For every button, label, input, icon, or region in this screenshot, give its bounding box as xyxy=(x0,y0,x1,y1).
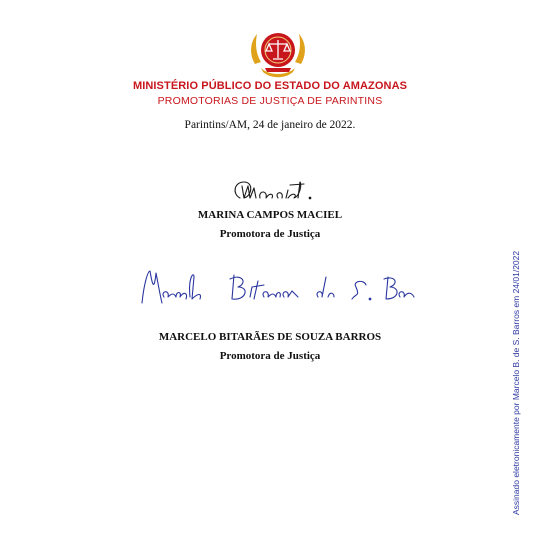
signatory-name-1: MARINA CAMPOS MACIEL xyxy=(197,209,343,221)
place-date: Parintins/AM, 24 de janeiro de 2022. xyxy=(184,119,356,131)
electronic-signature-stamp: Assinado eletronicamente por Marcelo B. de S. Barros em 24/01/2022 xyxy=(511,250,521,515)
handwritten-signature-1 xyxy=(228,176,328,210)
institution-seal-logo xyxy=(247,24,309,80)
handwritten-signature-2 xyxy=(138,263,418,311)
signatory-name-2: MARCELO BITARÃES DE SOUZA BARROS xyxy=(158,331,382,343)
department-name: PROMOTORIAS DE JUSTIÇA DE PARINTINS xyxy=(157,95,383,107)
organization-name: MINISTÉRIO PÚBLICO DO ESTADO DO AMAZONAS xyxy=(132,80,408,92)
signatory-role-1: Promotora de Justiça xyxy=(219,228,321,240)
signatory-role-2: Promotora de Justiça xyxy=(219,350,321,362)
